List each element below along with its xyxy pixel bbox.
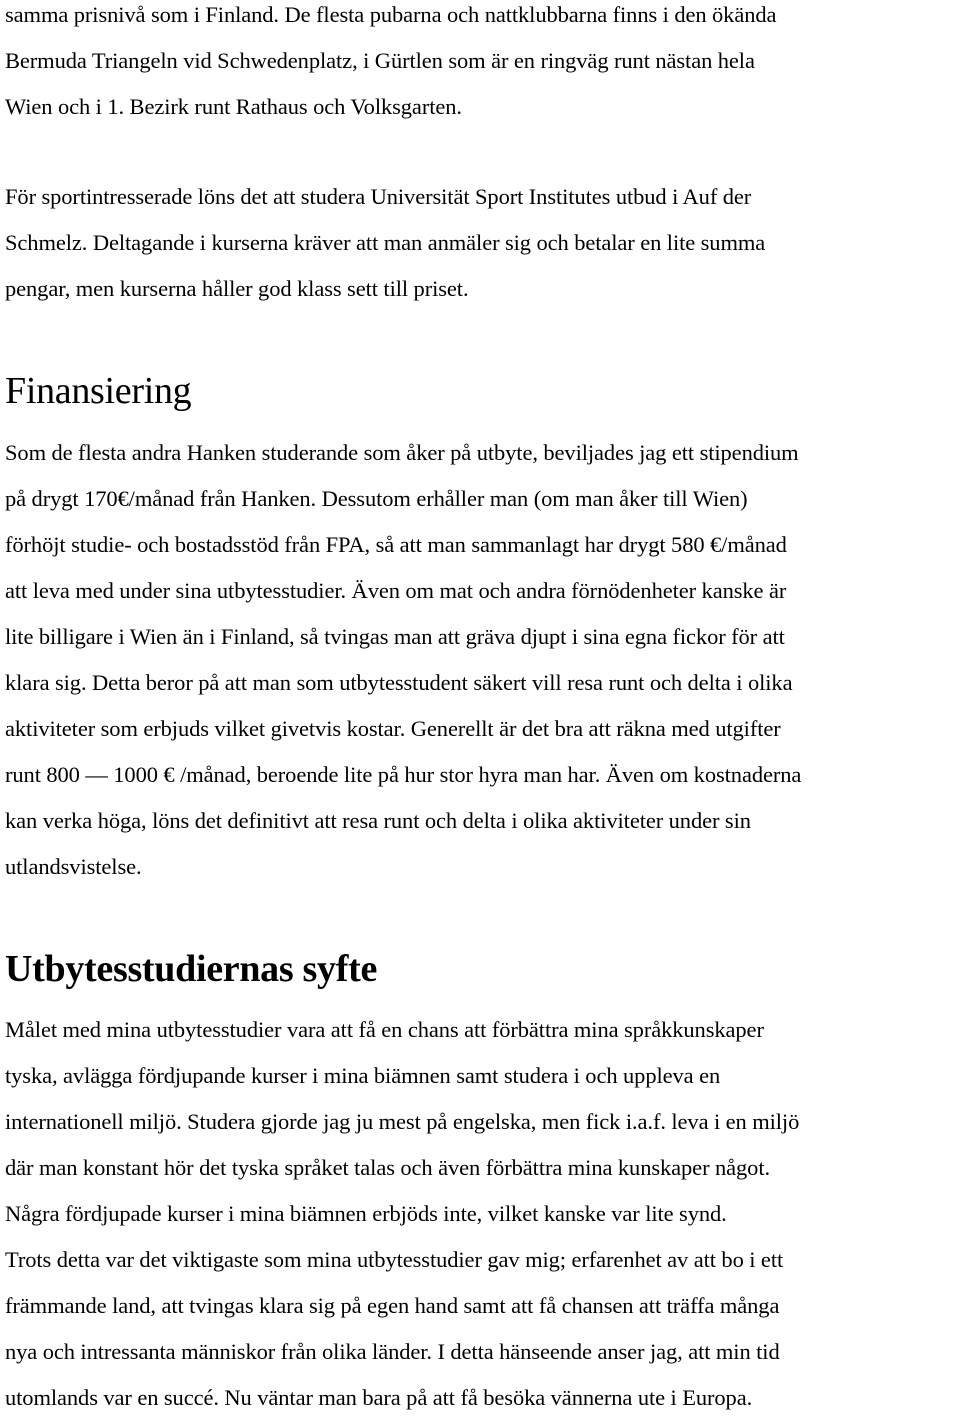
text-line: Trots detta var det viktigaste som mina utbytesstudier gav mig; erfarenhet av att bo i ett — [5, 1247, 784, 1272]
paragraph-sport — [5, 174, 960, 312]
text-line: runt 800 — 1000 € /månad, beroende lite på hur stor hyra man har. Även om kostnaderna — [5, 762, 802, 787]
text-line: främmande land, att tvingas klara sig på egen hand samt att få chansen att träffa många — [5, 1293, 780, 1318]
text-line: Målet med mina utbytesstudier vara att få en chans att förbättra mina språkkunskaper — [5, 1017, 764, 1042]
text-line: aktiviteter som erbjuds vilket givetvis kostar. Generellt är det bra att räkna med utgifter — [5, 716, 781, 741]
text-line: tyska, avlägga fördjupande kurser i mina biämnen samt studera i och uppleva en — [5, 1063, 721, 1088]
text-line: klara sig. Detta beror på att man som utbytesstudent säkert vill resa runt och delta i olika — [5, 670, 793, 695]
text-line: utomlands var en succé. Nu väntar man bara på att få besöka vännerna ute i Europa. — [5, 1385, 753, 1410]
paragraph-finance — [5, 430, 960, 890]
text-line: För sportintresserade löns det att studera Universität Sport Institutes utbud i Auf der — [5, 184, 752, 209]
text-line: internationell miljö. Studera gjorde jag ju mest på engelska, men fick i.a.f. leva i en miljö — [5, 1109, 800, 1134]
text-line: på drygt 170€/månad från Hanken. Dessutom erhåller man (om man åker till Wien) — [5, 486, 748, 511]
text-line: samma prisnivå som i Finland. De flesta pubarna och nattklubbarna finns i den ökända — [5, 2, 777, 27]
text-line: utlandsvistelse. — [5, 854, 142, 879]
text-line: Wien och i 1. Bezirk runt Rathaus och Volksgarten. — [5, 94, 462, 119]
text-line: förhöjt studie- och bostadsstöd från FPA, så att man sammanlagt har drygt 580 €/månad — [5, 532, 787, 557]
heading-purpose: Utbytesstudiernas syfte — [5, 948, 378, 990]
text-line: kan verka höga, löns det definitivt att resa runt och delta i olika aktiviteter under sin — [5, 808, 751, 833]
paragraph-nightlife — [5, 0, 960, 130]
text-line: där man konstant hör det tyska språket talas och även förbättra mina kunskaper något. — [5, 1155, 771, 1180]
text-line: lite billigare i Wien än i Finland, så tvingas man att gräva djupt i sina egna fickor för att — [5, 624, 785, 649]
heading-finance: Finansiering — [5, 370, 192, 412]
text-line: Några fördjupade kurser i mina biämnen erbjöds inte, vilket kanske var lite synd. — [5, 1201, 727, 1226]
text-line: Som de flesta andra Hanken studerande som åker på utbyte, beviljades jag ett stipendium — [5, 440, 799, 465]
text-line: Bermuda Triangeln vid Schwedenplatz, i Gürtlen som är en ringväg runt nästan hela — [5, 48, 755, 73]
text-line: Schmelz. Deltagande i kurserna kräver att man anmäler sig och betalar en lite summa — [5, 230, 766, 255]
paragraph-purpose — [5, 1007, 960, 1421]
text-line: nya och intressanta människor från olika länder. I detta hänseende anser jag, att min tid — [5, 1339, 780, 1364]
text-line: pengar, men kurserna håller god klass sett till priset. — [5, 276, 469, 301]
text-line: att leva med under sina utbytesstudier. Även om mat och andra förnödenheter kanske är — [5, 578, 787, 603]
